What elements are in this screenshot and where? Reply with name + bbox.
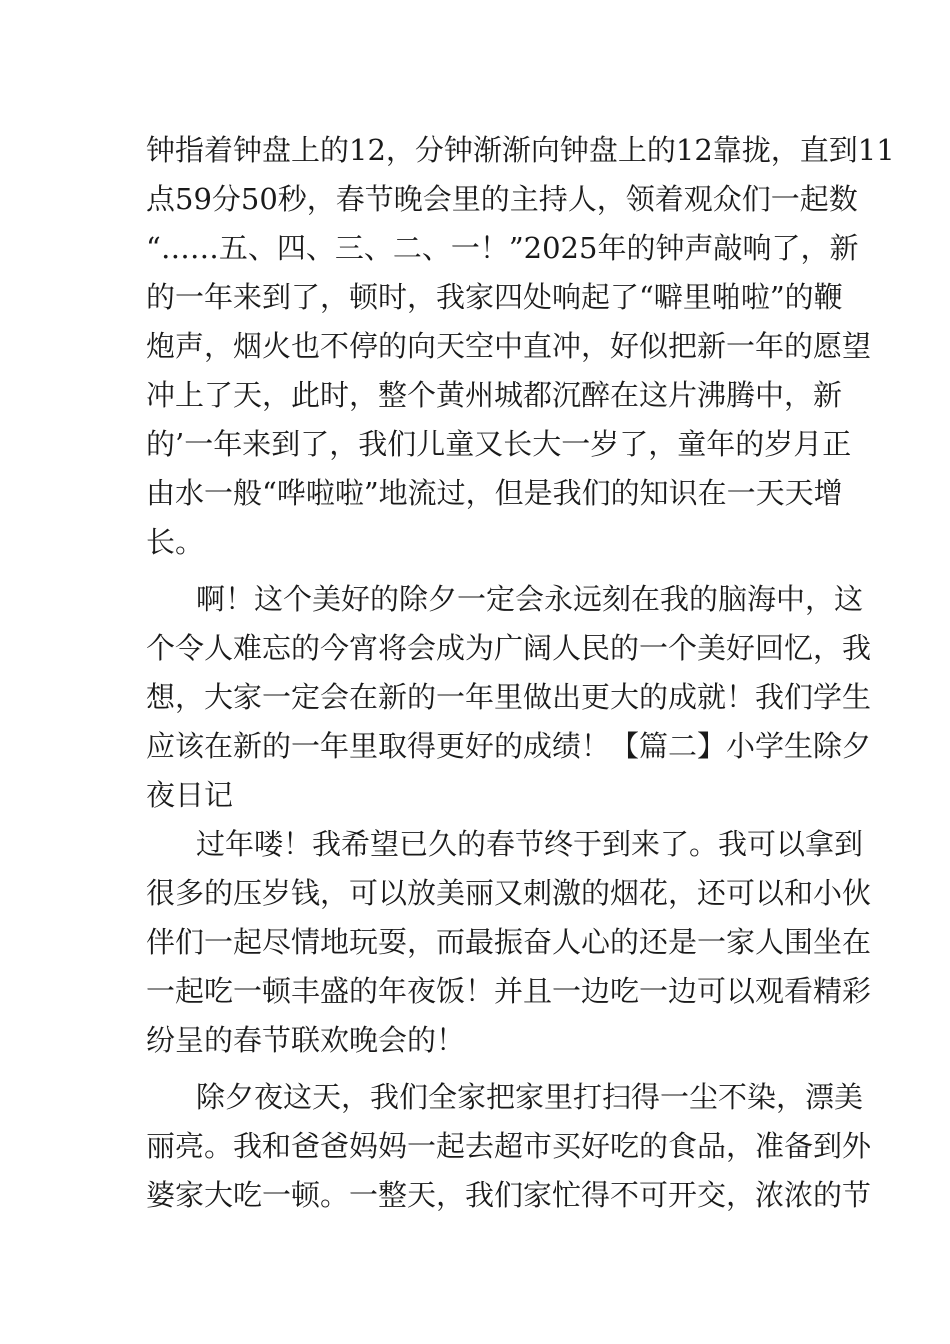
text-line: 由水一般“哗啦啦”地流过，但是我们的知识在一天天增 xyxy=(146,476,843,510)
text-line: 的’一年来到了，我们儿童又长大一岁了，童年的岁月正 xyxy=(146,427,852,461)
text-line: 点59分50秒，春节晚会里的主持人，领着观众们一起数 xyxy=(146,182,858,216)
text-line: 婆家大吃一顿。一整天，我们家忙得不可开交，浓浓的节 xyxy=(146,1178,872,1212)
text-line: 伴们一起尽情地玩耍，而最振奋人心的还是一家人围坐在 xyxy=(146,925,872,959)
text-line: 除夕夜这天，我们全家把家里打扫得一尘不染，漂美 xyxy=(196,1080,864,1114)
text-line: 冲上了天，此时，整个黄州城都沉醉在这片沸腾中，新 xyxy=(146,378,843,412)
text-line: 一起吃一顿丰盛的年夜饭！并且一边吃一边可以观看精彩 xyxy=(146,974,872,1008)
text-line: 啊！这个美好的除夕一定会永远刻在我的脑海中，这 xyxy=(196,582,864,616)
text-line: 长。 xyxy=(146,525,205,559)
text-line: 炮声，烟火也不停的向天空中直冲，好似把新一年的愿望 xyxy=(146,329,872,363)
text-line: 个令人难忘的今宵将会成为广阔人民的一个美好回忆，我 xyxy=(146,631,872,665)
text-line: “……五、四、三、二、一！”2025年的钟声敲响了，新 xyxy=(146,231,859,265)
text-line: 钟指着钟盘上的12，分钟渐渐向钟盘上的12靠拢，直到11 xyxy=(146,133,895,167)
text-line: 过年喽！我希望已久的春节终于到来了。我可以拿到 xyxy=(196,827,864,861)
text-line: 纷呈的春节联欢晚会的！ xyxy=(146,1023,466,1057)
text-line: 的一年来到了，顿时，我家四处响起了“噼里啪啦”的鞭 xyxy=(146,280,843,314)
text-line: 应该在新的一年里取得更好的成绩！【篇二】小学生除夕 xyxy=(146,729,872,763)
text-line: 想，大家一定会在新的一年里做出更大的成就！我们学生 xyxy=(146,680,872,714)
text-line: 很多的压岁钱，可以放美丽又刺激的烟花，还可以和小伙 xyxy=(146,876,872,910)
text-line: 丽亮。我和爸爸妈妈一起去超市买好吃的食品，准备到外 xyxy=(146,1129,872,1163)
text-line: 夜日记 xyxy=(146,778,234,812)
